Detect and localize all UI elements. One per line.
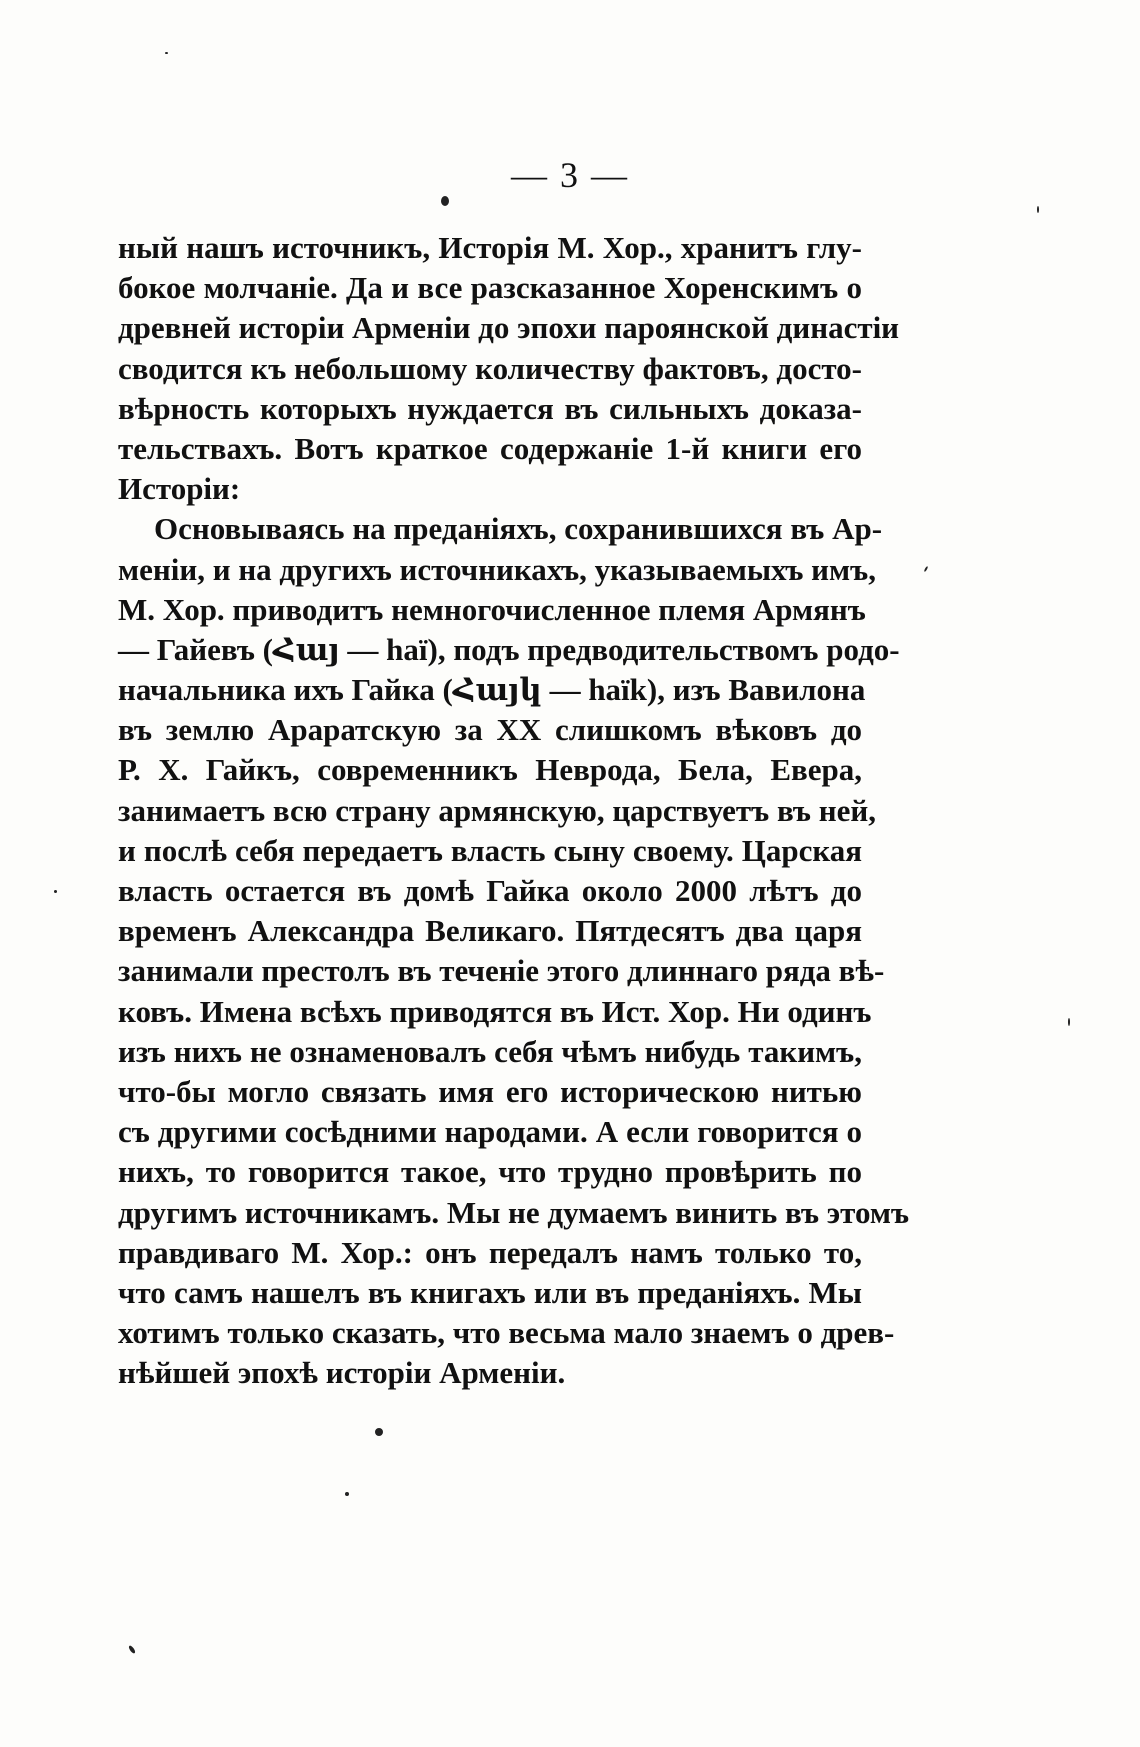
text-line: что самъ нашелъ въ книгахъ или въ преданіяхъ. Мы (118, 1274, 862, 1310)
text-line: М. Хор. приводитъ немногочисленное племя Армянъ (118, 591, 866, 627)
text-line: Исторіи: (118, 471, 241, 507)
text-line: хотимъ только сказать, что весьма мало знаемъ о древ- (118, 1315, 895, 1351)
text-line: нѣйшей эпохѣ исторіи Арменіи. (118, 1355, 566, 1391)
text-line: власть остается въ домѣ Гайка около 2000 лѣтъ до (118, 873, 862, 908)
ink-speck (1037, 206, 1039, 213)
text-line: меніи, и на другихъ источникахъ, указываемыхъ имъ, (118, 551, 876, 587)
text-line: вѣрность которыхъ нуждается въ сильныхъ доказа- (118, 390, 862, 426)
ink-speck (165, 52, 168, 54)
ink-speck (441, 196, 449, 206)
text-line: другимъ источникамъ. Мы не думаемъ винить въ этомъ (118, 1194, 910, 1230)
text-line: въ землю Араратскую за XX слишкомъ вѣковъ до (118, 712, 862, 748)
text-line: древней исторіи Арменіи до эпохи пароянской династіи (118, 310, 900, 346)
ink-speck (54, 890, 57, 893)
paragraph-start-line: Основываясь на преданіяхъ, сохранившихся въ Ар- (154, 511, 883, 547)
ink-speck (345, 1492, 349, 1496)
page-number: — 3 — (511, 155, 629, 195)
text-line: занимали престолъ въ теченіе этого длиннаго ряда вѣ- (118, 953, 885, 989)
text-line: изъ нихъ не ознаменовалъ себя чѣмъ нибудь такимъ, (118, 1033, 862, 1069)
text-line: сводится къ небольшому количеству фактовъ, досто- (118, 350, 862, 386)
ink-speck (375, 1428, 383, 1436)
text-line: ный нашъ источникъ, Исторія М. Хор., хранитъ глу- (118, 230, 862, 265)
ink-speck (128, 1645, 136, 1655)
text-line: правдиваго М. Хор.: онъ передалъ намъ только то, (118, 1234, 862, 1270)
text-line: бокое молчаніе. Да и все разсказанное Хоренскимъ о (118, 270, 862, 306)
text-line: временъ Александра Великаго. Пятдесятъ два царя (118, 913, 862, 949)
body-text (118, 228, 910, 1393)
text-line: тельствахъ. Вотъ краткое содержаніе 1-й книги его (118, 430, 862, 466)
text-line: съ другими сосѣдними народами. А если говорится о (118, 1114, 862, 1150)
text-line: Р. Х. Гайкъ, современникъ Неврода, Бела, Евера, (118, 752, 862, 788)
text-line: нихъ, то говорится такое, что трудно провѣрить по (118, 1154, 862, 1190)
text-line: занимаетъ всю страну армянскую, царствуетъ въ ней, (118, 792, 876, 828)
text-line: ковъ. Имена всѣхъ приводятся въ Ист. Хор. Ни одинъ (118, 993, 872, 1029)
ink-speck (1068, 1018, 1070, 1026)
text-line: начальника ихъ Гайка (Հայկ — haïk), изъ Вавилона (118, 672, 866, 708)
text-line: что-бы могло связать имя его историческою нитью (118, 1073, 862, 1109)
ink-speck (924, 566, 929, 572)
text-line: — Гайевъ (Հայ — haï), подъ предводительствомъ родо- (118, 631, 900, 667)
text-line: и послѣ себя передаетъ власть сыну своему. Царская (118, 832, 862, 868)
